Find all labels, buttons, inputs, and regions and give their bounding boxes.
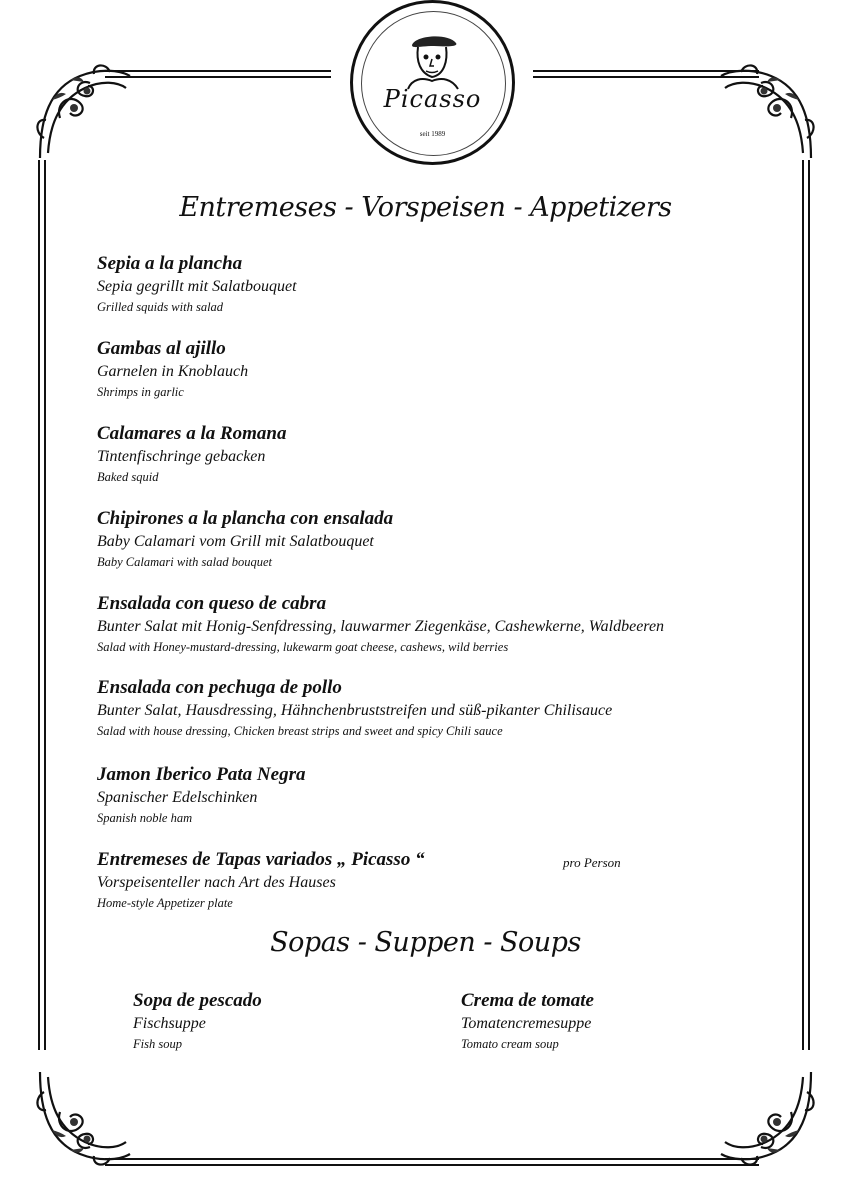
portrait-icon [398,31,468,91]
item-german: Bunter Salat, Hausdressing, Hähnchenbruststreifen und süß-pikanter Chilisauce [97,702,613,719]
menu-item [97,507,737,571]
item-english: Baby Calamari with salad bouquet [97,555,272,569]
restaurant-logo [350,0,515,165]
item-english: Grilled squids with salad [97,300,224,314]
item-german: Tomatencremesuppe [461,1015,592,1032]
item-german: Sepia gegrillt mit Salatbouquet [97,278,297,295]
ornament-corner-top-left [30,58,140,168]
item-german: Bunter Salat mit Honig-Senfdressing, lauwarmer Ziegenkäse, Cashewkerne, Waldbeeren [97,618,665,635]
item-english: Shrimps in garlic [97,385,184,399]
item-name: Jamon Iberico Pata Negra [97,764,306,785]
menu-item [133,989,433,1053]
soups-title: Sopas - Suppen - Soups [270,927,581,958]
ornament-corner-top-right [711,58,821,168]
item-name: Ensalada con pechuga de pollo [97,677,342,698]
menu-item [97,592,737,656]
item-german: Spanischer Edelschinken [97,789,258,806]
item-english: Fish soup [133,1037,182,1051]
item-name: Ensalada con queso de cabra [97,593,327,614]
item-english: Salad with house dressing, Chicken breast strips and sweet and spicy Chili sauce [97,724,503,738]
menu-item [461,989,761,1053]
appetizers-title: Entremeses - Vorspeisen - Appetizers [179,192,672,223]
item-english: Spanish noble ham [97,811,193,825]
item-german: Baby Calamari vom Grill mit Salatbouquet [97,533,374,550]
menu-item [97,848,737,912]
frame-left-line [38,160,46,1050]
item-name: Chipirones a la plancha con ensalada [97,508,394,529]
logo-since: seit 1989 [419,130,446,138]
item-name: Sepia a la plancha [97,253,243,274]
item-english: Home-style Appetizer plate [97,896,233,910]
frame-bottom-line [105,1158,759,1166]
item-name: Sopa de pescado [133,990,262,1011]
menu-item [97,252,737,316]
frame-right-line [802,160,810,1050]
menu-item [97,763,737,827]
menu-item [97,337,737,401]
item-name: Calamares a la Romana [97,423,287,444]
item-english: Tomato cream soup [461,1037,559,1051]
menu-item [97,422,737,486]
price-note: pro Person [563,855,621,870]
item-german: Fischsuppe [133,1015,206,1032]
logo-name: Picasso [383,85,482,113]
item-name: Entremeses de Tapas variados „ Picasso “ [97,849,425,870]
menu-item [97,676,737,740]
item-english: Baked squid [97,470,159,484]
item-german: Vorspeisenteller nach Art des Hauses [97,874,336,891]
ornament-corner-bottom-left [30,1062,140,1172]
item-name: Crema de tomate [461,990,594,1011]
item-german: Tintenfischringe gebacken [97,448,266,465]
item-german: Garnelen in Knoblauch [97,363,249,380]
item-english: Salad with Honey-mustard-dressing, lukewarm goat cheese, cashews, wild berries [97,640,509,654]
ornament-corner-bottom-right [711,1062,821,1172]
item-name: Gambas al ajillo [97,338,226,359]
